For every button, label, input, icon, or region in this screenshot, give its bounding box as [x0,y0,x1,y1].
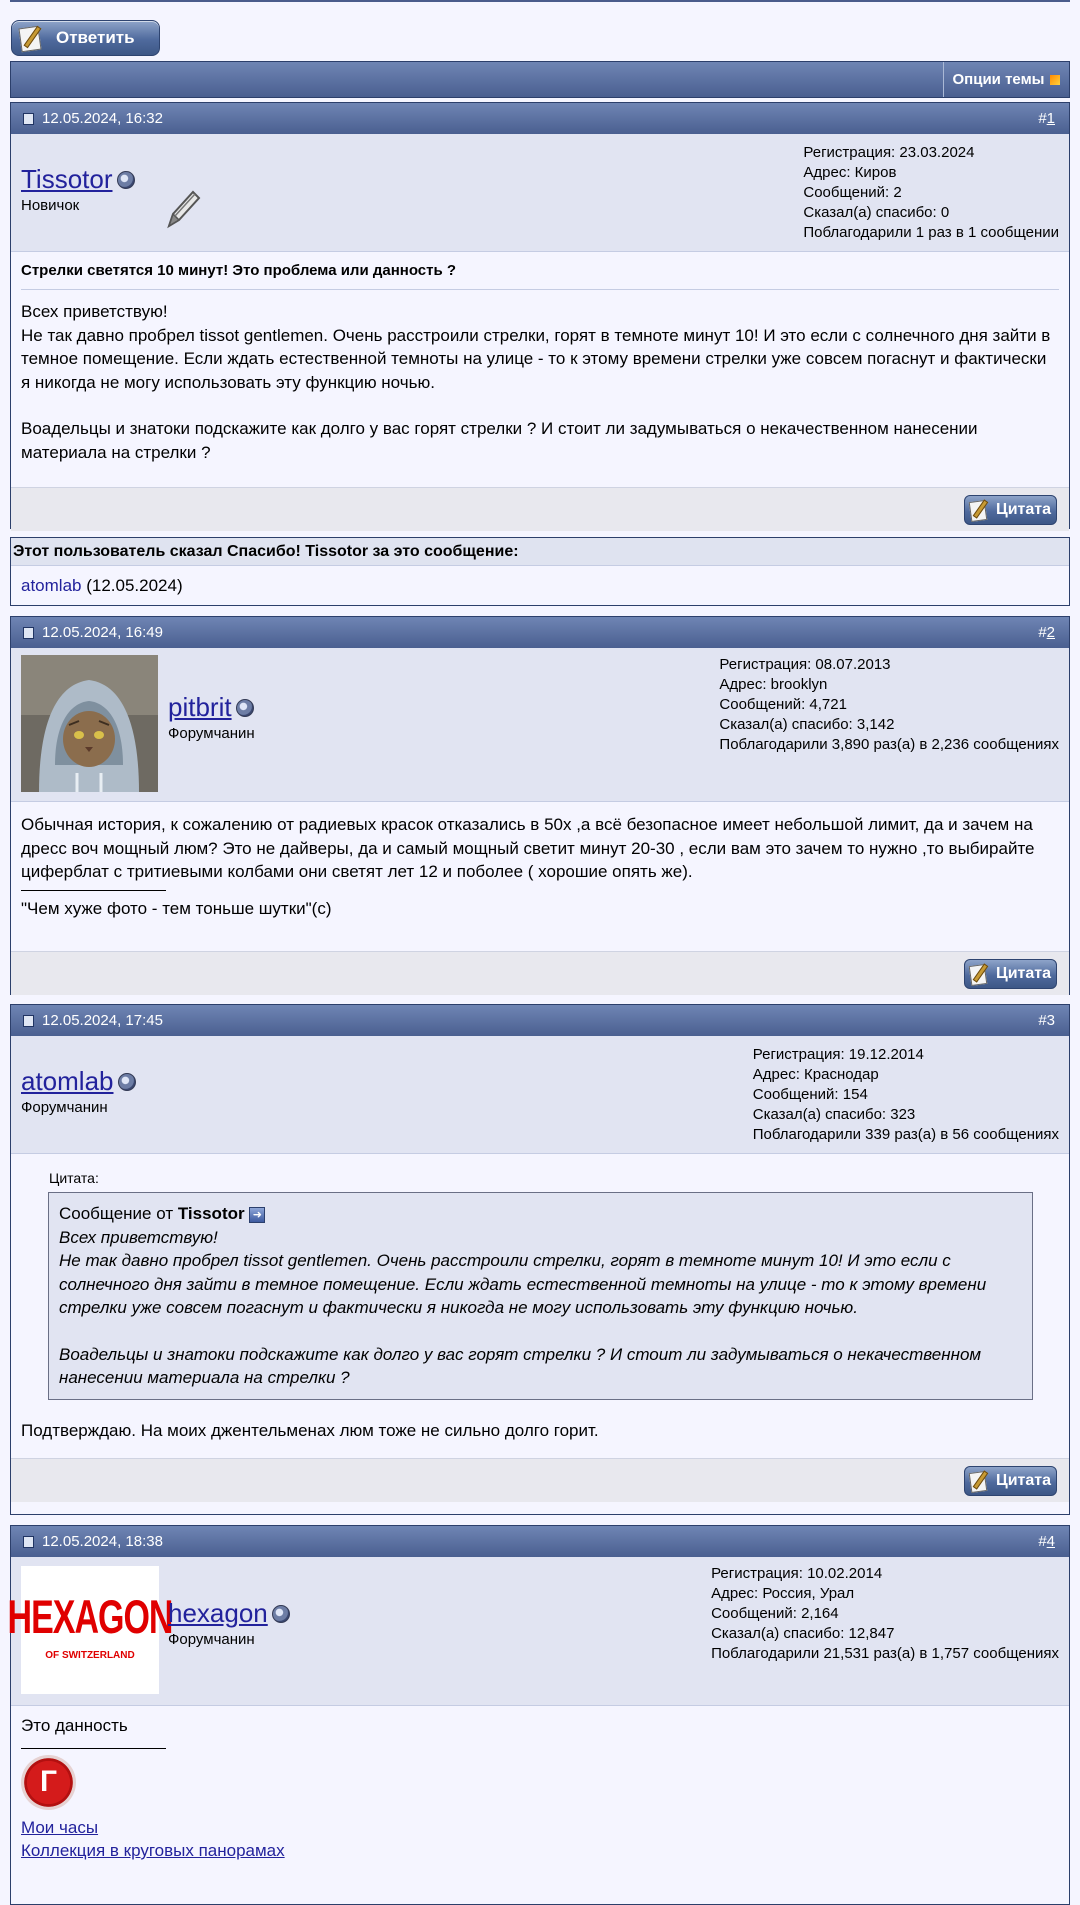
signature-divider [21,1748,166,1749]
post-date: 12.05.2024, 16:49 [42,624,163,641]
post-header: 12.05.2024, 18:38 #4 [11,1526,1069,1557]
post-4 [7,1525,1070,1905]
post-number-link[interactable]: 2 [1046,624,1055,641]
user-stats: Регистрация: 23.03.2024 Адрес: Киров Сообщений: 2 Сказал(а) спасибо: 0 Поблагодарили 1 раз в 1 сообщении [803,144,1059,241]
post-body: Обычная история, к сожалению от радиевых красок отказались в 50х ,а всё безопасное имеет небольшой лимит, да и зачем на дресс воч мощный люм? Это не дайверы, да и самый мощный светит минут 20-30 , если вам это зачем то нужно ,то выбирайте циферблат с тритиевыми колбами они светят лет 12 и поболее ( хорошие опять же). "Чем хуже фото - тем тоньше шутки"(с) [11,802,1069,951]
reply-button-label: Ответить [56,28,135,47]
avatar[interactable] [21,655,158,792]
pencil-paper-icon [968,961,992,987]
post-status-icon [23,113,34,125]
post-status-icon [23,627,34,639]
pencil-icon [161,186,205,230]
quote-button[interactable]: Цитата [964,959,1057,989]
signature-badge-icon: Г [21,1755,76,1810]
post-title: Стрелки светятся 10 минут! Это проблема или данность ? [21,262,1059,290]
post-number-link[interactable]: 4 [1046,1533,1055,1550]
online-status-icon [118,1073,136,1091]
pencil-paper-icon [18,23,48,53]
signature: "Чем хуже фото - тем тоньше шутки"(с) [21,898,332,918]
pencil-paper-icon [968,1468,992,1494]
thread-options-bar [10,61,1070,98]
quote-button[interactable]: Цитата [964,1466,1057,1496]
user-info-band [11,648,1069,802]
post-header: 12.05.2024, 16:49 #2 [11,617,1069,648]
post-body: Цитата: Сообщение от Tissotor ➜ Всех приветствую! Не так давно пробрел tissot gentlemen. Очень расстроили стрелки, горят в темноте минут 10! И это если с солнечного дня зайти в темное помещение. Если ждать естественной темноты на улице - то к этому времени стрелки уже совсем погаснут и фактически я никогда не могу использовать эту функцию ночью. Воадельцы и знатоки подскажите как долго у вас горят стрелки ? И стоит ли задумываться о некачественном нанесении материала на стрелки ? Подтверждаю. На моих джентельменах люм тоже не сильно долго горит. [11,1154,1069,1458]
user-title: Форумчанин [21,1099,108,1116]
post-body: Это данность Г Мои часы Коллекция в круговых панорамах [11,1706,1069,1863]
user-info-band [7,1557,1069,1706]
user-title: Форумчанин [168,1631,255,1648]
thanks-box [10,537,1070,606]
user-stats: Регистрация: 10.02.2014 Адрес: Россия, Урал Сообщений: 2,164 Сказал(а) спасибо: 12,847 Поблагодарили 21,531 раз(а) в 1,757 сообщениях [711,1565,1059,1662]
view-post-arrow-icon[interactable]: ➜ [249,1207,265,1223]
post-footer [11,487,1069,531]
quote-author: Tissotor [177,1204,245,1223]
post-body: Всех приветствую! Не так давно пробрел tissot gentlemen. Очень расстроили стрелки, горят в темноте минут 10! И это если с солнечного дня зайти в темное помещение. Если ждать естественной темноты на улице - то к этому времени стрелки уже совсем погаснут и фактически я никогда не могу использовать эту функцию ночью. Воадельцы и знатоки подскажите как долго у вас горят стрелки ? И стоит ли задумываться о некачественном нанесении материала на стрелки ? [21,302,1051,462]
thanks-user-link[interactable]: atomlab [21,576,82,595]
post-date: 12.05.2024, 16:32 [42,110,163,127]
reply-button[interactable] [11,20,160,56]
post-status-icon [23,1536,34,1548]
quote-source: Сообщение от Tissotor ➜ [59,1202,1022,1226]
post-date: 12.05.2024, 17:45 [42,1012,163,1029]
post-footer [11,951,1069,995]
signature-divider [21,890,166,891]
post-2 [10,616,1070,995]
signature-link-my-watches[interactable]: Мои часы [21,1817,99,1837]
quote-button[interactable]: Цитата [964,495,1057,525]
user-info-band [11,134,1069,252]
username-link[interactable]: hexagon [168,1598,268,1628]
online-status-icon [272,1605,290,1623]
post-header: 12.05.2024, 16:32 #1 [11,103,1069,134]
post-number-link[interactable]: 1 [1046,110,1055,127]
post-header: 12.05.2024, 17:45 #3 [11,1005,1069,1036]
dropdown-icon [1050,75,1060,85]
user-title: Новичок [21,197,80,214]
user-stats: Регистрация: 08.07.2013 Адрес: brooklyn Сообщений: 4,721 Сказал(а) спасибо: 3,142 Поблагодарили 3,890 раз(а) в 2,236 сообщениях [719,656,1059,753]
post-1 [10,102,1070,529]
online-status-icon [236,699,254,717]
hexagon-logo-image: HEXAGON OF SWITZERLAND [21,1566,159,1694]
post-number[interactable]: 3 [1046,1012,1055,1029]
user-stats: Регистрация: 19.12.2014 Адрес: Краснодар Сообщений: 154 Сказал(а) спасибо: 323 Поблагодарили 339 раз(а) в 56 сообщениях [752,1046,1059,1143]
user-title: Форумчанин [168,725,255,742]
post-footer [11,1458,1069,1502]
username-link[interactable]: atomlab [21,1066,114,1096]
username-link[interactable]: Tissotor [21,164,113,194]
username-link[interactable]: pitbrit [168,692,232,722]
quote-label: Цитата: [49,1170,99,1186]
avatar[interactable] [7,1566,173,1694]
online-status-icon [117,171,135,189]
post-3 [10,1004,1070,1515]
signature-link-panoramas[interactable]: Коллекция в круговых панорамах [21,1841,285,1860]
hooded-cat-avatar-image [21,655,158,792]
top-border [10,0,1070,2]
user-info-band [11,1036,1069,1154]
post-date: 12.05.2024, 18:38 [42,1533,163,1550]
pencil-paper-icon [968,497,992,523]
thanks-date: (12.05.2024) [86,576,183,595]
post-status-icon [23,1015,34,1027]
thread-options-button[interactable]: Опции темы [943,62,1069,97]
quote-box: Сообщение от Tissotor ➜ Всех приветствую! Не так давно пробрел tissot gentlemen. Очень расстроили стрелки, горят в темноте минут 10! И это если с солнечного дня зайти в темное помещение. Если ждать естественной темноты на улице - то к этому времени стрелки уже совсем погаснут и фактически я никогда не могу использовать эту функцию ночью. Воадельцы и знатоки подскажите как долго у вас горят стрелки ? И стоит ли задумываться о некачественном нанесении материала на стрелки ? [48,1192,1033,1400]
thanks-header: Этот пользователь сказал Спасибо! Tissotor за это сообщение: [11,538,1069,566]
